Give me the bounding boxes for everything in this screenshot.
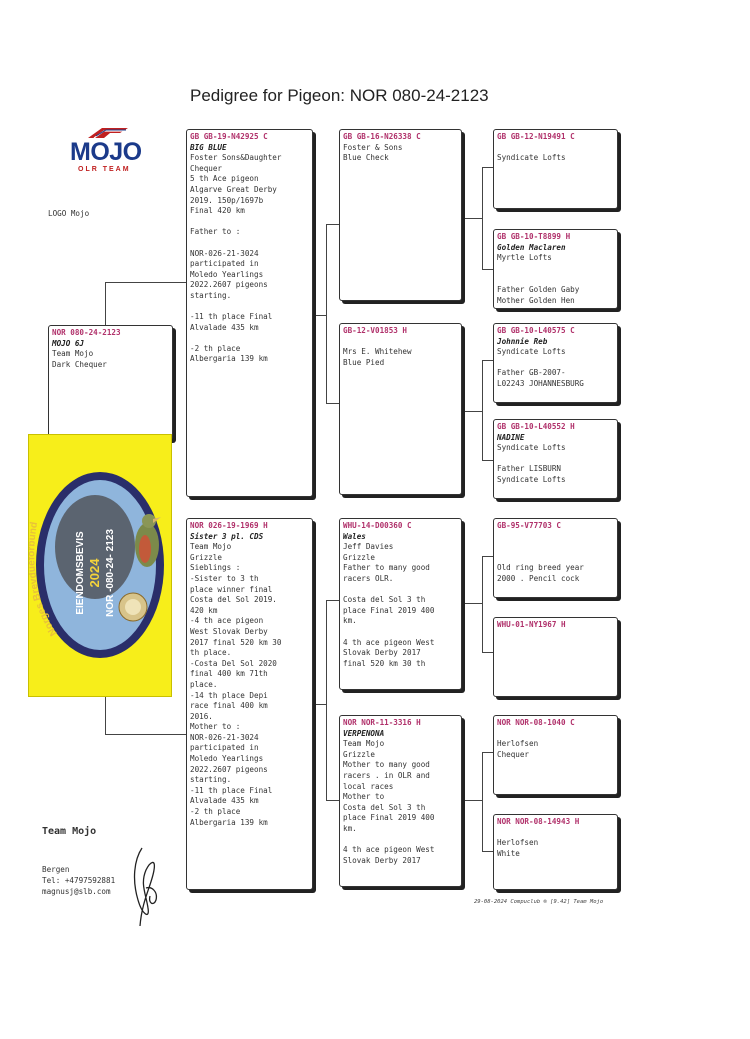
pigeon-detail-line: Costa del Sol 3 th (343, 595, 426, 605)
pigeon-detail-line: Costa del Sol 3 th (343, 802, 426, 812)
pigeon-card-sire[interactable] (186, 129, 313, 497)
pigeon-detail-line: Blue Check (343, 153, 389, 163)
pigeon-detail-line: Syndicate Lofts (497, 153, 566, 163)
pigeon-detail-line: Moledo Yearlings (190, 269, 264, 279)
pigeon-detail-line: Herlofsen (497, 739, 539, 749)
pigeon-name: BIG BLUE (190, 142, 227, 152)
pigeon-detail-line: -11 th place Final (190, 312, 273, 322)
connector (482, 752, 483, 851)
sticker-ring: NOR -080-24- 2123 (105, 529, 116, 617)
pigeon-detail-line: Albergaria 139 km (190, 817, 268, 827)
ring-number: NOR 026-19-1969 H (190, 521, 268, 530)
pigeon-detail-line: Blue Pied (343, 357, 385, 367)
pigeon-detail-line: Alvalade 435 km (190, 322, 259, 332)
connector (326, 224, 327, 403)
seal-icon (119, 593, 147, 621)
pigeon-detail-line: -Sister to 3 th (190, 573, 259, 583)
connector (313, 704, 326, 705)
pigeon-detail-line: Syndicate Lofts (497, 474, 566, 484)
pigeon-detail-line: place Final 2019 400 (343, 813, 435, 823)
connector (105, 734, 186, 735)
pigeon-detail-line: Sieblings : (190, 563, 241, 573)
pigeon-detail-line: 420 km (190, 605, 218, 615)
pigeon-detail-line: -14 th place Depi (190, 690, 268, 700)
mojo-logo (70, 126, 140, 178)
pigeon-card-dam[interactable] (186, 518, 313, 890)
pigeon-detail-line: Foster & Sons (343, 142, 403, 152)
pigeon-name: NADINE (497, 432, 525, 442)
pigeon-detail-line: participated in (190, 743, 259, 753)
ring-number: NOR NOR-08-14943 H (497, 817, 580, 826)
connector (482, 556, 493, 557)
pigeon-detail-line: Grizzle (343, 552, 376, 562)
connector (482, 167, 493, 168)
pigeon-detail-line (497, 729, 614, 740)
pigeon-detail-line (497, 274, 614, 285)
pigeon-name: VERPENONA (343, 728, 385, 738)
pigeon-detail-line: Mother Golden Hen (497, 295, 575, 305)
pigeon-detail-line (497, 553, 614, 564)
pigeon-detail-line: Dark Chequer (52, 359, 107, 369)
pigeon-detail-line (497, 532, 614, 543)
ring-number: WHU-01-NY1967 H (497, 620, 566, 629)
pigeon-detail-line: Team Mojo (343, 739, 385, 749)
pigeon-detail-line: -11 th place Final (190, 785, 273, 795)
pigeon-detail-line: Slovak Derby 2017 (343, 855, 421, 865)
pigeon-detail-line (190, 333, 309, 344)
pigeon-detail-line: 2016. (190, 711, 213, 721)
pigeon-detail-line: 2017 final 520 km 30 (190, 637, 282, 647)
pigeon-detail-line: -Costa Del Sol 2020 (190, 658, 277, 668)
pigeon-detail-line: local races (343, 781, 394, 791)
pigeon-detail-line: Mother to : (190, 722, 241, 732)
pigeon-card-sire-dam-sire[interactable] (493, 323, 618, 403)
pigeon-detail-line: 5 th Ace pigeon (190, 174, 259, 184)
pigeon-card-sire-sire-sire[interactable] (493, 129, 618, 209)
pigeon-detail-line: starting. (190, 775, 232, 785)
footer-text: 29-08-2024 Compuclub ® [9.42] Team Mojo (474, 899, 604, 905)
ring-number: GB GB-16-N26338 C (343, 132, 421, 141)
pigeon-name: Johnnie Reb (497, 336, 548, 346)
pigeon-detail-line: L02243 JOHANNESBURG (497, 378, 584, 388)
pigeon-detail-line: -2 th place (190, 807, 241, 817)
pigeon-detail-line: place winner final (190, 584, 273, 594)
ring-number: WHU-14-D00360 C (343, 521, 412, 530)
pigeon-detail-line (497, 542, 614, 553)
pigeon-name: Sister 3 pl. CDS (190, 531, 264, 541)
pigeon-detail-line: km. (343, 823, 357, 833)
connector (482, 360, 483, 460)
pigeon-detail-line: Myrtle Lofts (497, 253, 552, 263)
owner-name: Team Mojo (42, 826, 97, 837)
connector (462, 603, 482, 604)
pigeon-card-sire-dam[interactable] (339, 323, 462, 495)
pigeon-card-dam-dam-sire[interactable] (493, 715, 618, 795)
connector (482, 167, 483, 269)
pigeon-detail-line: 2022.2607 pigeons (190, 280, 268, 290)
ring-number: GB-12-V01853 H (343, 326, 408, 335)
connector (482, 851, 493, 852)
pigeon-card-sire-sire-dam[interactable] (493, 229, 618, 309)
pigeon-detail-line: NOR-026-21-3024 (190, 248, 259, 258)
pigeon-detail-line: Final 420 km (190, 206, 245, 216)
pigeon-detail-line (497, 358, 614, 369)
pigeon-detail-line (190, 302, 309, 313)
pigeon-card-sire-sire[interactable] (339, 129, 462, 301)
pigeon-detail-line (497, 828, 614, 839)
pigeon-detail-line: Father Golden Gaby (497, 284, 580, 294)
connector (462, 218, 482, 219)
pigeon-detail-line: final 400 km 71th (190, 669, 268, 679)
pigeon-detail-line: Old ring breed year (497, 563, 584, 573)
connector (482, 556, 483, 652)
pigeon-name: MOJO 6J (52, 338, 85, 348)
logo-subtitle: OLR TEAM (78, 166, 131, 173)
sticker-title: EIENDOMSBEVIS (75, 531, 86, 615)
pigeon-detail-line: th place. (190, 648, 232, 658)
sticker-arc-text: Norges Brev d (29, 521, 60, 638)
ring-number: GB GB-10-L40575 C (497, 326, 575, 335)
pigeon-detail-line: Grizzle (190, 552, 223, 562)
pigeon-detail-line: Grizzle (343, 749, 376, 759)
pigeon-detail-line (497, 264, 614, 275)
pigeon-card-dam-sire-sire[interactable] (493, 518, 618, 598)
ring-number: GB GB-10-L40552 H (497, 422, 575, 431)
pigeon-detail-line: 4 th ace pigeon West (343, 845, 435, 855)
connector (105, 282, 186, 283)
sticker-year: 2024 (87, 558, 102, 588)
pigeon-detail-line: starting. (190, 290, 232, 300)
ring-number: NOR NOR-11-3316 H (343, 718, 421, 727)
pigeon-detail-line (343, 627, 458, 638)
logo-caption: LOGO Mojo (48, 209, 90, 218)
pigeon-detail-line: Jeff Davies (343, 542, 394, 552)
ring-number: GB-95-V77703 C (497, 521, 562, 530)
pigeon-detail-line (190, 238, 309, 249)
pigeon-detail-line: Mother to many good (343, 760, 430, 770)
pigeon-detail-line: 2019. 150p/1697b (190, 195, 264, 205)
pigeon-card-dam-dam[interactable] (339, 715, 462, 887)
connector (482, 460, 493, 461)
pigeon-detail-line: Chequer (497, 749, 530, 759)
pigeon-card-subject[interactable] (48, 325, 173, 440)
pigeon-detail-line: racers OLR. (343, 573, 394, 583)
pigeon-detail-line: place Final 2019 400 (343, 605, 435, 615)
pigeon-detail-line: Albergaria 139 km (190, 354, 268, 364)
pigeon-detail-line: White (497, 848, 520, 858)
pigeon-detail-line (190, 217, 309, 228)
pigeon-detail-line (343, 835, 458, 846)
pigeon-name: Wales (343, 531, 366, 541)
pigeon-detail-line: 2000 . Pencil cock (497, 573, 580, 583)
pigeon-detail-line: Mother to (343, 792, 385, 802)
pigeon-detail-line: West Slovak Derby (190, 626, 268, 636)
pigeon-detail-line: Slovak Derby 2017 (343, 648, 421, 658)
ring-number: GB GB-12-N19491 C (497, 132, 575, 141)
connector (326, 800, 339, 801)
connector (326, 403, 339, 404)
ring-number: NOR NOR-08-1040 C (497, 718, 575, 727)
pigeon-detail-line: place. (190, 679, 218, 689)
ownership-sticker (28, 434, 172, 697)
pigeon-detail-line: -2 th place (190, 343, 241, 353)
ring-number: GB GB-19-N42925 C (190, 132, 268, 141)
connector (482, 652, 493, 653)
pigeon-detail-line: 4 th ace pigeon West (343, 637, 435, 647)
page-title: Pedigree for Pigeon: NOR 080-24-2123 (190, 86, 489, 105)
pigeon-card-dam-sire-dam[interactable] (493, 617, 618, 697)
pigeon-detail-line: Costa del Sol 2019. (190, 595, 277, 605)
pigeon-detail-line: race final 400 km (190, 701, 268, 711)
owner-city: Bergen (42, 865, 70, 874)
connector (105, 692, 106, 734)
pigeon-detail-line: -4 th ace pigeon (190, 616, 264, 626)
signature (128, 840, 162, 932)
pigeon-detail-line: racers . in OLR and (343, 770, 430, 780)
pigeon-detail-line: Father to many good (343, 563, 430, 573)
connector (462, 800, 482, 801)
pigeon-detail-line: Syndicate Lofts (497, 443, 566, 453)
pigeon-detail-line: Team Mojo (52, 349, 94, 359)
pigeon-detail-line (343, 585, 458, 596)
pigeon-detail-line (343, 337, 458, 348)
pigeon-detail-line: NOR-026-21-3024 (190, 732, 259, 742)
pigeon-detail-line: Chequer (190, 163, 223, 173)
pigeon-detail-line (497, 143, 614, 154)
pigeon-card-dam-sire[interactable] (339, 518, 462, 690)
pigeon-detail-line: Herlofsen (497, 838, 539, 848)
connector (326, 600, 327, 800)
pigeon-detail-line: Father LISBURN (497, 464, 562, 474)
pigeon-detail-line: Father GB-2007- (497, 368, 566, 378)
pigeon-detail-line: participated in (190, 259, 259, 269)
pigeon-detail-line: Moledo Yearlings (190, 754, 264, 764)
pigeon-card-sire-dam-dam[interactable] (493, 419, 618, 499)
connector (462, 411, 482, 412)
pigeon-detail-line: Algarve Great Derby (190, 184, 277, 194)
pigeon-detail-line: Alvalade 435 km (190, 796, 259, 806)
pigeon-detail-line: Syndicate Lofts (497, 347, 566, 357)
owner-email: magnusj@slb.com (42, 887, 111, 896)
connector (326, 224, 339, 225)
pigeon-detail-line: 2022.2607 pigeons (190, 764, 268, 774)
ring-number: NOR 080-24-2123 (52, 328, 121, 337)
connector (105, 282, 106, 326)
pigeon-detail-line: Foster Sons&Daughter (190, 153, 282, 163)
connector (313, 315, 326, 316)
pigeon-detail-line: final 520 km 30 th (343, 658, 426, 668)
owner-phone: Tel: +4797592881 (42, 876, 116, 885)
connector (482, 752, 493, 753)
pigeon-detail-line: Father to : (190, 227, 241, 237)
pigeon-detail-line: Mrs E. Whitehew (343, 347, 412, 357)
connector (326, 600, 339, 601)
ring-number: GB GB-10-T8899 H (497, 232, 571, 241)
pigeon-name: Golden Maclaren (497, 242, 566, 252)
pigeon-detail-line: km. (343, 616, 357, 626)
pigeon-detail-line (497, 454, 614, 465)
connector (482, 360, 493, 361)
connector (482, 269, 493, 270)
pigeon-detail-line: Team Mojo (190, 542, 232, 552)
logo-brand: MOJO (70, 138, 142, 166)
pigeon-card-dam-dam-dam[interactable] (493, 814, 618, 890)
